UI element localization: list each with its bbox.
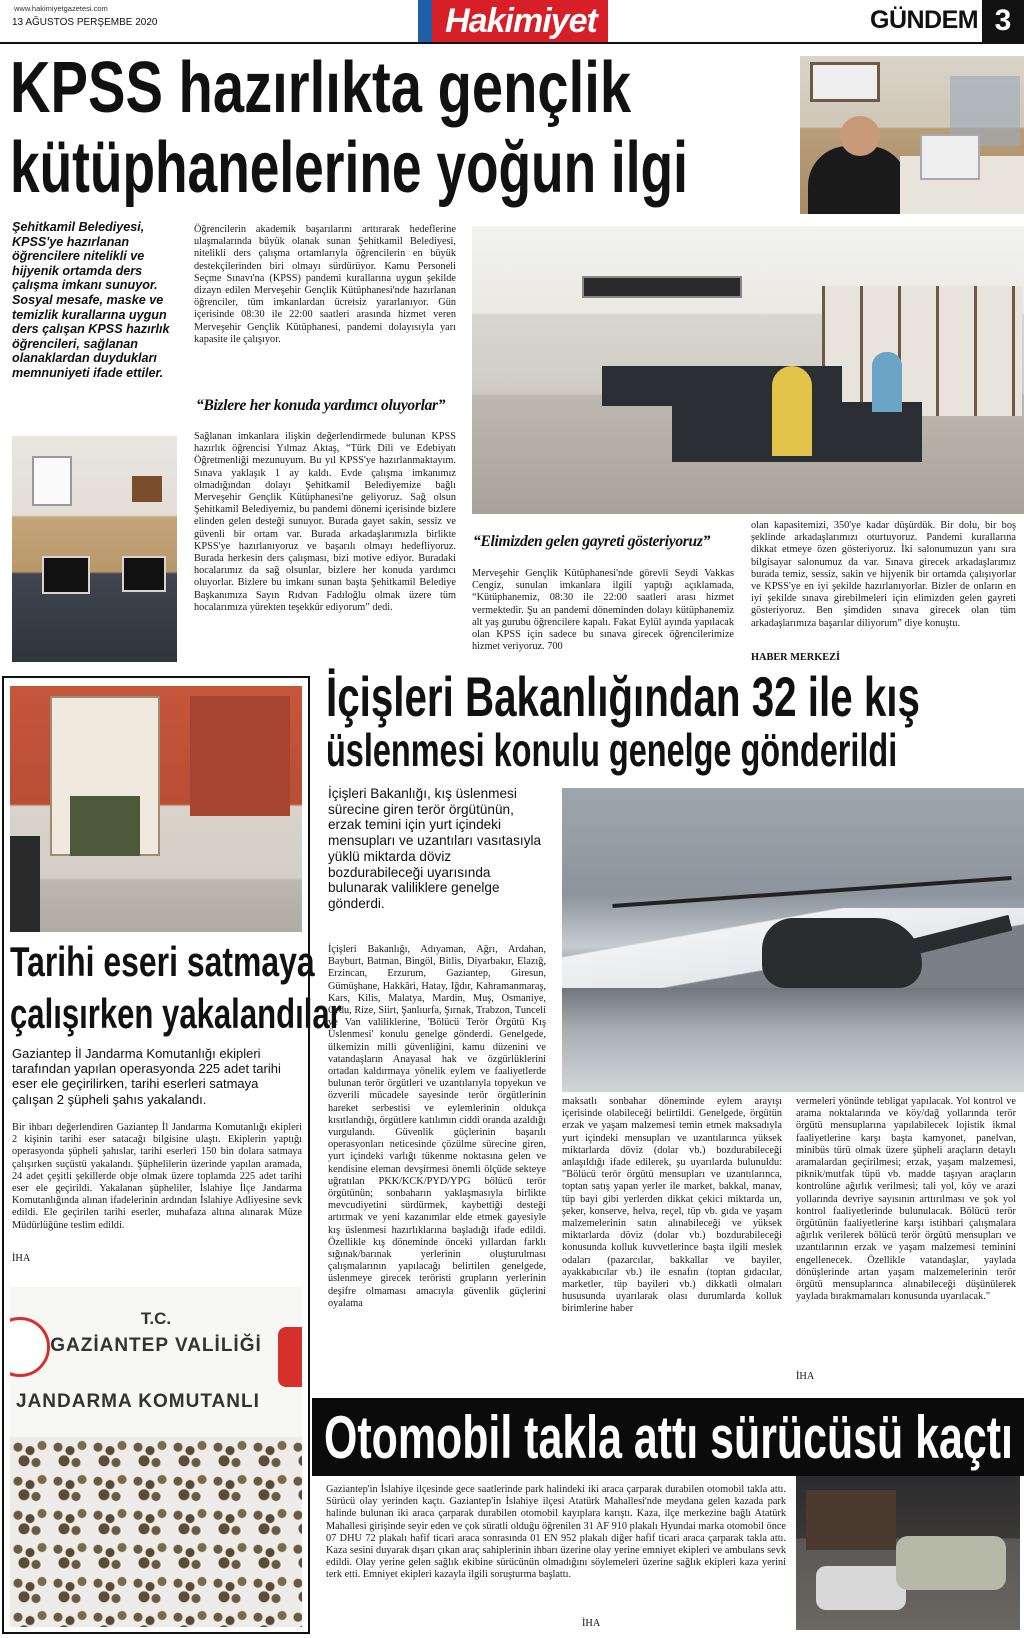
story1-headline-line1: KPSS hazırlıkta gençlik [10,48,632,128]
sign-line1: T.C. [140,1309,172,1328]
person-figure [10,836,40,932]
rotor-blade [612,876,1011,908]
wall-frame [810,62,880,102]
story2-byline: İHA [12,1253,31,1264]
story2-headline-line1: Tarihi eseri satmaya [10,938,315,985]
story4-headline: Otomobil takla attı sürücüsü kaçtı [324,1404,1013,1471]
jandarma-building-photo [10,686,302,932]
story3-col2: maksatlı sonbahar döneminde eylem arayışı içerisinde olabileceği belirtildi. Genelgede, örgütün erzak ve yaşam malzemesi temin etmek maksadıyla yurt içindeki mensupları ve uzantılarınca yüksek miktarlarda döviz (dolar vb.) bozdurabileceği anlaşıldığı ifade edilerek, şu uyarılarda bulunuldu: "Bölücü terör örgütü mensupları ve uzantılarınca, toptan satış yapan yerler ile market, bakkal, manav, tüp bayi gibi yerlerden dikkat çekici miktarda un, şeker, konserve, helva, reçel, tüp vb. gıda ve yaşam malzemelerinin satın alınabileceği ve yüksek miktarlarda döviz (dolar vb.) bozdurabileceği konusunda kolluk kuvvetlerince başta ilgili meslek odaları (pazarcılar, bakkallar ve bayiler, ayakkabıcılar vb.) ile esnafın (toptan gıdacılar, marketler, tüp bayileri vb.) dikkatli olmaları hususunda uyarılarak olası durumlarda kolluk birimlerine haber [562,1096,782,1315]
student-figure [808,146,908,214]
logo [418,0,608,42]
helicopter-photo [562,788,1024,1092]
story3-headline-line1: İçişleri Bakanlığından 32 ile kış [326,665,920,728]
overturned-car [816,1566,906,1610]
library-hall-photo [472,226,1024,514]
artifacts-display [10,1437,302,1627]
story3-lead: İçişleri Bakanlığı, kış üslenmesi sürecine giren terör örgütünün, erzak temini için yurt içindeki mensupları ve uzantıları vasıtasıyla yüklü miktarda döviz bozdurabileceği uyarısında bulunarak valiliklere genelge gönderdi. [328,786,542,911]
desk-divider [920,134,980,180]
student-head [840,116,880,156]
story3-col1: İçişleri Bakanlığı, Adıyaman, Ağrı, Ardahan, Bayburt, Batman, Bingöl, Bitlis, Diyarbakır, Elazığ, Erzincan, Erzurum, Gaziantep, Giresun, Gümüşhane, Hakkâri, Hatay, Iğdır, Kahramanmaraş, Kars, Kilis, Malatya, Mardin, Muş, Osmaniye, Ordu, Rize, Siirt, Şanlıurfa, Şırnak, Trabzon, Tunceli ve Van valiliklerine, 'Bölücü Terör Örgütü Kış Üslenmesi' konulu genelge gönderdi. Genelgede, ülkemizin milli güvenliğini, kamu düzenini ve vatandaşların Anayasal hak ve özgürlüklerini ortadan kaldırmaya yönelik eylem ve faaliyetlerde bulunan terör örgütleri ve uzantılarıyla topyekun ve özverili mücadele sayesinde terör örgütlerinin hareket serbestisi ve eylemlerinin oldukça kısıtlandığı, örgütlere katılımın ciddi oranda azaldığı vurgulandı. Güvenlik güçlerinin başarılı operasyonları neticesinde çözülme sürecine giren, yurt içindeki varlığı tükenme noktasına gelen ve kendisine eleman devşirmesi önemli ölçüde sekteye uğratılan PKK/KCK/PYD/YPG bölücü terör örgütünün; sonbaharın yaklaşmasıyla birlikte mevcudiyetini sürdürmek, kaybettiği desteği artırmak ve yeni kazanımlar elde etmek gayesiyle kış üslenmesi hazırlıklarına başladığı ifade edildi. Özellikle kış döneminde önceki yıllardan farklı sığınak/barınak yerlerinin oluşturulması çalışmalarının yapılacağı belirtilen genelgede, üslenmeye girecek teröristi grupların yerlerinin deşifre olmaması amacıyla güvenlik güçlerini oyalama [328,944,546,1309]
story1-col4-text: olan kapasitemizi, 350'ye kadar düşürdük. Bir dolu, bir boş şeklinde arkadaşlarımızı oturtuyoruz. Pandemi kurallarına dikkat etmeye özen gösteriyoruz. İki salonumuzun yanı sıra bilgisayar salonumuz da var. Sınava girecek arkadaşlarımız burada temiz, sessiz, sakin ve hijyenik bir ortamda çalışıyorlar ve KPSS'ye en iyi şekilde hazırlanıyorlar. Bizler de onların en iyi şekilde sınava girebilmeleri için elimizden gelen gayreti gösteriyoruz. Ben şimdiden sınava girecek olan tüm arkadaşlarımıza başarılar diliyorum” diye konuştu. [751,520,1016,629]
website-url: www.hakimiyetgazetesi.com [14,4,108,13]
story2-headline-line2: çalışırken yakalandılar [10,990,342,1037]
page-number: 3 [994,4,1012,37]
story1-col2-para1: Öğrencilerin akademik başarılarını arttırarak hedeflerine ulaşmalarında büyük olanak sunan Şehitkamil Belediyesi, nitelikli ders çalışma ortamlarıyla öğrencilerin en büyük destekçilerinden biri olmayı sürdürüyor. Kamu Personeli Seçme Sınavı'na (KPSS) pandemi kurallarına uygun şekilde dizayn edilen Merveşehir Gençlik Kütüphanesi'nde hazırlanan öğrenciler, tüm imkanlardan ücretsiz yararlanıyor. Gün içerisinde 08:30 ile 22:00 saatleri arasında hizmet veren Merveşehir Gençlik Kütüphanesi, pandemi dolayısıyla yarı kapasite ile çalışıyor. [194,224,456,345]
story4-body: Gaziantep'in İslahiye ilçesinde gece saatlerinde park halindeki iki araca çarparak durabilen otomobil takla attı. Sürücü olay yerinden kaçtı. Gaziantep'in İslahiye ilçesi Atatürk Mahallesi'nde meydana gelen kazada park halinde bulunan iki araca çarparak durabilen otomobil kayıplara karıştı. Kaza, ilçe merkezine bağlı Atatürk Mahallesi girişinde seyir eden ve çok süratli olduğu öğrenilen 31 AF 910 plakalı Hyundai marka otomobil önce 07 DHU 72 plakalı hafif ticari araca sonrasında 01 EN 952 plakalı diğer hafif ticari araca çarparak takla attı. Kaza sesini duyarak dışarı çıkan araç sahiplerinin ihbarı üzerine olay yerine emniyet ekipleri ve ambulans sevk edildi. Olay yerine gelen sağlık ekibine sürücünün olmadığını söylemeleri üzerine sağlık ekipleri kaza yerini terk etti. Emniyet ekipleri kazayla ilgili soruşturma başlattı. [326,1484,786,1581]
student-blue [872,352,902,412]
monitor [42,556,90,594]
bookshelves [822,286,1022,416]
sign-line2: GAZİANTEP VALİLİĞİ [50,1335,262,1356]
masthead-rule [0,42,1024,44]
crash-photo [796,1476,1020,1630]
story1-headline-line2: kütüphanelerine yoğun ilgi [10,128,688,208]
wall-frame [132,476,162,502]
section-label: GÜNDEM [870,6,979,34]
story1-col2-para2: Sağlanan imkanlara ilişkin değerlendirmede bulunan KPSS hazırlık öğrencisi Yılmaz Aktaş, “Türk Dili ve Edebiyatı Öğretmenliği mezunuyum. Bu yıl KPSS'ye hazırlanmaktayım. Sınava yaklaşık 1 ay kaldı. Evde çalışma imkanımız olmadığından dolayı Şehitkamil Belediyemize bağlı Merveşehir Gençlik Kütüphanesi'ne geliyoruz. Sağ olsun Şehitkamil Belediyemiz, bu pandemi dönemi içerisinde bizlere elinden gelen desteği sunuyor. Burada gayet sakin, sessiz ve güvenli bir ortam var. Burada arkadaşlarımızla birlikte KPSS'ye hazırlanıyoruz ve başarılı olmayı hedefliyoruz. Burada herkesin ders çalışması, bizi motive ediyor. Buradaki hocalarımız da sağ olsunlar, bizlere her konuda yardımcı oluyorlar. Bizlere bu imkanı sunan başta Şehitkamil Belediye Başkanımıza Sayın Rıdvan Fadıloğlu olmak üzere tüm hocalarımıza yürekten teşekkür ediyorum” dedi. [194,431,456,613]
helicopter-body [762,918,922,988]
story4-byline: İHA [582,1618,601,1629]
story2-lead: Gaziantep İl Jandarma Komutanlığı ekipleri tarafından yapılan operasyonda 225 adet tarihi eser ele geçirilirken, tarihi eserleri satmaya çalışan 2 şüpheli şahıs yakalandı. [12,1046,281,1107]
artifacts-photo [10,1287,302,1627]
computer-room-photo [12,436,177,662]
story1-byline: HABER MERKEZİ [751,652,840,663]
page-number-box [982,0,1024,42]
story3-headline-line2: üslenmesi konulu genelge gönderildi [326,724,898,776]
story1-subhead1: “Bizlere her konuda yardımcı oluyorlar” [196,397,446,414]
student-studying-photo [800,56,1024,214]
logo-text: Hakimiyet [445,2,597,40]
story1-subhead2: “Elimizden gelen gayreti gösteriyoruz” [473,533,711,550]
ceiling-light [582,276,742,298]
building-facade [806,1490,896,1550]
student-yellow [772,366,812,456]
story3-col3: vermeleri yönünde tebligat yapılacak. Yol kontrol ve arama noktalarında ve köy/dağ yollarında terör örgütü mensuplarına yapılabilecek lojistik ikmal faaliyetlerine karşı başta kamyonet, panelvan, minibüs türü olmak üzere şüpheli araçların detaylı aramalardan geçirilmesi; erzak, yaşam malzemesi, piknik/mutfak tüpü vb. madde taşıyan araçların kontrolüne ağırlık verilmesi; tali yol, köy ve arazi yollarında devriye sayısının arttırılması ve şok yol kontrol faaliyetlerinde bulunulacak. Bölücü terör örgütünün faaliyetlerine karşı istihbari çalışmalara ağırlık verilerek bölücü terör örgütü mensupları ve uzantılarının erzak ve yaşam malzemesi teminini engellenecek. Özellikle vatandaşlar, yaylada dönüşlerinde artan yaşam malzemelerinin terör örgütü mensuplarınca alınabileceği düşünülerek yaylada bırakmamaları konusunda uyarılacak." [796,1096,1016,1303]
story3-byline: İHA [796,1371,815,1382]
brick-wall [190,696,290,816]
story4-headline-band [312,1398,1024,1476]
monitor [122,556,166,592]
logo-blue-bar [418,0,432,42]
story1-col3-text: Merveşehir Gençlik Kütüphanesi'nde görevli Seydi Vakkas Cengiz, sunulan imkanlara ilgili yaptığı açıklamada, “Kütüphanemiz, 08:30 ile 22:00 saatleri arası hizmet vermektedir. Şu an pandemi döneminden dolayı kütüphanemiz alt yaş gurubu öğrencilere kapalı. Fakat Eylül ayında yapılacak olan KPSS için sadece bu sınava girecek öğrencilerimize hizmet veriyoruz. 700 [472,568,734,653]
issue-date: 13 AĞUSTOS PERŞEMBE 2020 [12,17,158,28]
parked-car [896,1536,1006,1590]
window [32,456,72,506]
soldiers-group [70,796,140,856]
sign-line3: JANDARMA KOMUTANLI [16,1391,260,1412]
story1-lead: Şehitkamil Belediyesi, KPSS'ye hazırlanan öğrencilere nitelikli ve hijyenik ortamda ders çalışma imkanı sunuyor. Sosyal mesafe, maske ve temizlik kurallarına uygun ders çalışan KPSS hazırlık öğrencileri, sağlanan olanaklardan duydukları memnuniyeti ifade ettiler. [12,220,170,380]
story2-body: Bir ihbarı değerlendiren Gaziantep İl Jandarma Komutanlığı ekipleri 2 kişinin tarihi eser satacağı bilgisine ulaştı. Ekiplerin yaptığı operasyonda şüpheli şahıslar, tarihi eserleri 150 bin dolara satmaya çalışırken suçüstü yakalandı. Şüphelilerin üzerinde yapılan aramada, 24 adet çeşitli şekillerde obje olmak üzere toplamda 225 adet tarihi eser ele geçirildi. Yakalanan şüpheliler, İslahiye İlçe Jandarma Komutanlığında alınan ifadelerinin ardından İslahiye Adliyesine sevk edildi. Ele geçirilen tarihi eserler, muhafaza altına alınarak Müze Müdürlüğüne teslim edildi. [12,1122,302,1231]
